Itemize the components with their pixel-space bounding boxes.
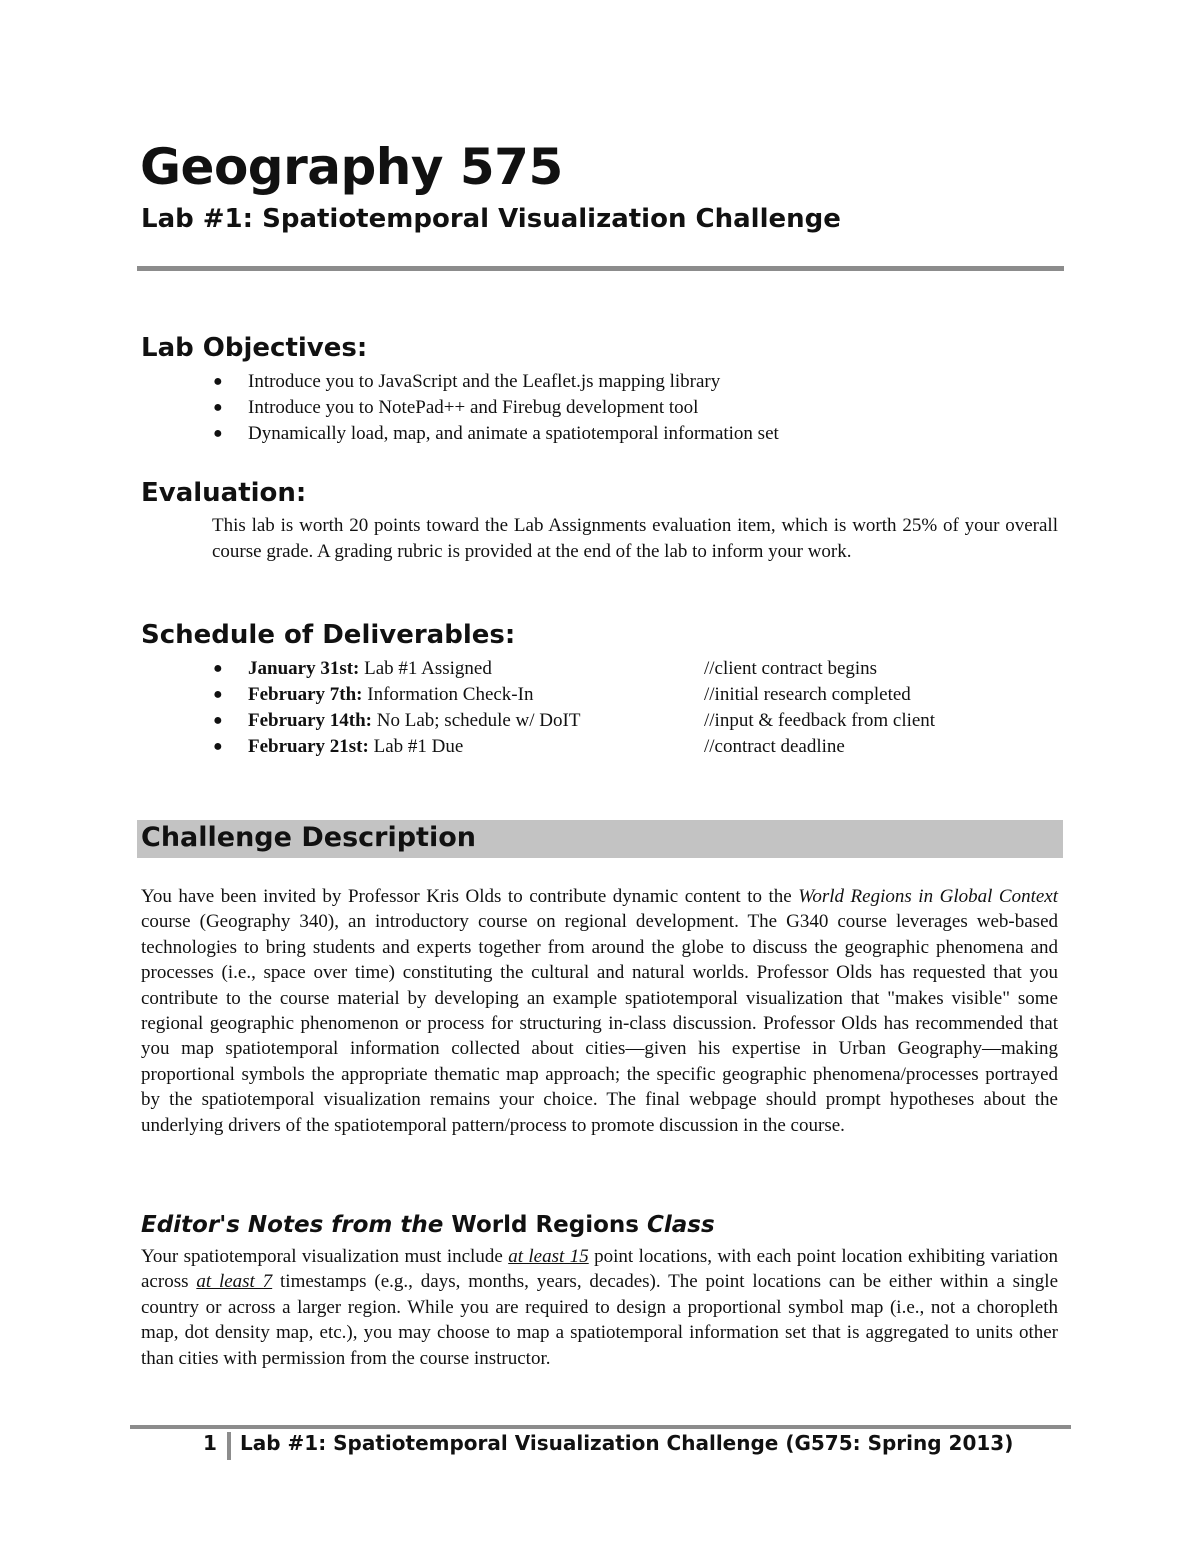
bullet-icon: ● [213,373,223,390]
bullet-icon: ● [213,425,223,442]
editors-text: Your spatiotemporal visualization must include [141,1246,509,1267]
schedule-task: No Lab; schedule w/ DoIT [372,710,581,731]
evaluation-heading: Evaluation: [141,478,307,508]
schedule-date: February 14th: [248,710,373,731]
list-item [141,656,1061,682]
objectives-list [141,369,1061,447]
editors-notes-heading [141,1212,715,1238]
footer-separator [227,1432,231,1460]
footer-divider [130,1425,1071,1429]
course-name: World Regions in Global Context [798,886,1059,907]
schedule-task: Information Check-In [362,684,534,705]
footer-text: Lab #1: Spatiotemporal Visualization Challenge (G575: Spring 2013) [240,1431,1014,1455]
schedule-date: February 21st: [248,736,369,757]
schedule-list [141,656,1061,760]
objective-text: Introduce you to NotePad++ and Firebug development tool [248,397,699,418]
schedule-comment: //input & feedback from client [704,710,936,731]
schedule-comment: //contract deadline [704,736,845,757]
objective-text: Dynamically load, map, and animate a spatiotemporal information set [248,423,779,444]
schedule-date: February 7th: [248,684,363,705]
bullet-icon: ● [213,738,223,755]
page-number: 1 [203,1431,217,1455]
list-item [141,421,1061,447]
schedule-task: Lab #1 Assigned [359,658,492,679]
evaluation-paragraph: This lab is worth 20 points toward the Lab Assignments evaluation item, which is worth 25% of your overall course grade. A grading rubric is provided at the end of the lab to inform your work. [212,515,1058,562]
schedule-date: January 31st: [248,658,360,679]
editors-text: timestamps (e.g., days, months, years, decades). The point locations can be either within a single country or across a larger region. While you are required to design a proportional symbol map (i.e., not a choropleth map, dot density map, etc.), you may choose to map a spatiotemporal information set that is aggregated to units other than cities with permission from the course instructor. [141,1271,1058,1369]
schedule-comment: //client contract begins [704,658,878,679]
bullet-icon: ● [213,686,223,703]
challenge-text: You have been invited by Professor Kris Olds to contribute dynamic content to the [141,886,799,907]
list-item [141,734,1061,760]
objectives-heading: Lab Objectives: [141,333,368,363]
document-subtitle: Lab #1: Spatiotemporal Visualization Challenge [141,204,841,234]
schedule-heading: Schedule of Deliverables: [141,620,516,650]
bullet-icon: ● [213,399,223,416]
schedule-comment: //initial research completed [704,684,911,705]
bullet-icon: ● [213,712,223,729]
editors-heading-part: Editor's Notes from the [141,1212,452,1238]
list-item [141,708,1061,734]
objective-text: Introduce you to JavaScript and the Leaflet.js mapping library [248,371,721,392]
list-item [141,369,1061,395]
editors-heading-part: World Regions [451,1212,639,1238]
list-item [141,395,1061,421]
challenge-paragraph [141,884,1058,1138]
editors-text: point locations, with each point location exhibiting variation across [141,1246,1058,1293]
bullet-icon: ● [213,660,223,677]
list-item [141,682,1061,708]
challenge-text: course (Geography 340), an introductory course on regional development. The G340 course leverages web-based technologies to bring students and experts together from around the globe to discuss the geographic phenomena and processes (i.e., space over time) constituting the cultural and natural worlds. Professor Olds has requested that you contribute to the course material by developing an example spatiotemporal visualization that "makes visible" some regional geographic phenomenon or process for structuring in-class discussion. Professor Olds has recommended that you map spatiotemporal information collected about cities—given his expertise in Urban Geography—making proportional symbols the appropriate thematic map approach; the specific geographic phenomena/processes portrayed by the spatiotemporal visualization remains your choice. The final webpage should prompt hypotheses about the underlying drivers of the spatiotemporal pattern/process to promote discussion in the course. [141,911,1058,1136]
editors-heading-part: Class [638,1212,715,1238]
document-title: Geography 575 [140,138,563,196]
challenge-heading: Challenge Description [141,822,476,853]
requirement-emphasis: at least 7 [196,1271,273,1293]
header-divider [137,266,1064,271]
requirement-emphasis: at least 15 [508,1246,589,1267]
schedule-task: Lab #1 Due [368,736,464,757]
editors-notes-paragraph [141,1244,1058,1371]
